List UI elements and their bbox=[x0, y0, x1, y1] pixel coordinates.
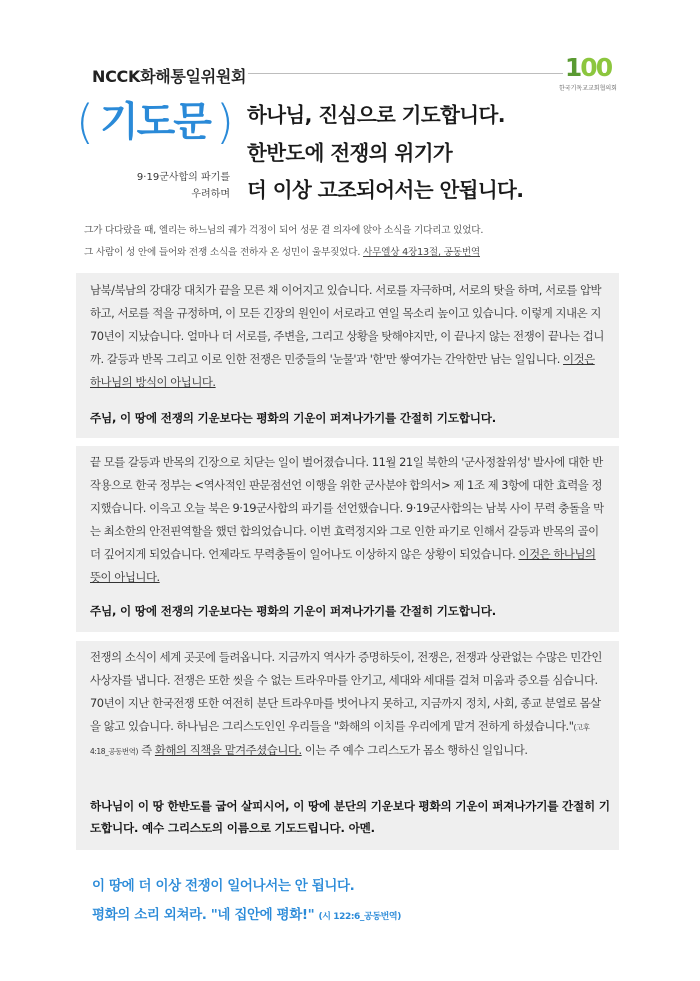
logo-caption: 한국기독교교회협의회 bbox=[559, 85, 617, 92]
scripture-reference: 사무엘상 4장13절, 공동번역 bbox=[363, 247, 480, 258]
section-underline: 화해의 직책을 맡겨주셨습니다. bbox=[154, 743, 302, 757]
headline-line3: 더 이상 고조되어서는 안됩니다. bbox=[247, 178, 524, 202]
logo-number: 100 bbox=[564, 53, 612, 82]
prayer-section-1 bbox=[76, 273, 619, 438]
section-emphasis: 주님, 이 땅에 전쟁의 기운보다는 평화의 기운이 퍼져나가기를 간절히 기도합니다. bbox=[90, 604, 496, 618]
scripture-line1: 그가 다다랐을 때, 엘리는 하느님의 궤가 걱정이 되어 성문 곁 의자에 앉아 소식을 기다리고 있었다. bbox=[84, 225, 484, 236]
headline-line1: 하나님, 진심으로 기도합니다. bbox=[247, 103, 505, 127]
title-subtitle-line2: 우려하며 bbox=[191, 189, 230, 200]
closing-line1: 이 땅에 더 이상 전쟁이 일어나서는 안 됩니다. bbox=[92, 878, 355, 894]
section-emphasis: 하나님이 이 땅 한반도를 굽어 살피시어, 이 땅에 분단의 기운보다 평화의 기운이 퍼져나가기를 간절히 기도합니다. 예수 그리스도의 이름으로 기도드립니다. 아멘. bbox=[90, 799, 610, 835]
section-body: 끝 모를 갈등과 반목의 긴장으로 치닫는 일이 벌어졌습니다. 11월 21일 북한의 '군사정찰위성' 발사에 대한 반작용으로 한국 정부는 <역사적인 판문점선언 이행을 위한 군사분야 합의서> 제 1조 제 3항에 대한 효력을 정지했습니다. 이윽고 오늘 북은 9·19군사합의 파기를 선언했습니다. 9·19군사합의는 남북 사이 무력 충돌을 막는 최소한의 안전핀역할을 했던 합의었습니다. 이번 효력정지와 그로 인한 파기로 인해서 갈등과 반목의 골이 더 깊어지게 되었습니다. 언제라도 무력충돌이 일어나도 이상하지 않은 상황이 되었습니다. 이것은 하나님의 뜻이 아닙니다. bbox=[90, 455, 604, 584]
section-underline: 이것은 하나님의 방식이 아닙니다. bbox=[90, 352, 595, 389]
org-name: NCCK화해통일위원회 bbox=[92, 67, 247, 86]
closing-line2: 평화의 소리 외쳐라. "네 집안에 평화!" (시 122:6_공동번역) bbox=[92, 907, 401, 923]
title-subtitle-line1: 9·19군사합의 파기를 bbox=[136, 172, 230, 183]
close-paren: ) bbox=[216, 95, 234, 149]
prayer-title: 기도문 bbox=[100, 99, 210, 145]
headline-line2: 한반도에 전쟁의 위기가 bbox=[247, 141, 453, 165]
section-underline: 이것은 하나님의 뜻이 아닙니다. bbox=[90, 547, 596, 584]
closing-reference: (시 122:6_공동번역) bbox=[318, 912, 401, 922]
section-body: 전쟁의 소식이 세계 곳곳에 들려옵니다. 지금까지 역사가 증명하듯이, 전쟁은, 전쟁과 상관없는 수많은 민간인 사상자를 냅니다. 전쟁은 또한 씻을 수 없는 트라우마를 안기고, 세대와 세대를 걸쳐 미움과 증오를 심습니다. 70년이 지난 한국전쟁 또한 여전히 분단 트라우마를 벗어나지 못하고, 지금까지 정치, 사회, 종교 분열로 몸살을 앓고 있습니다. 하나님은 그리스도인인 우리들을 "화해의 이치를 우리에게 맡겨 전하게 하셨습니다."(고후4:18_공동번역) 즉 화해의 직책을 맡겨주셨습니다. 이는 주 예수 그리스도가 몸소 행하신 일입니다. bbox=[90, 650, 602, 757]
open-paren: ( bbox=[76, 95, 94, 149]
ncck-100-logo bbox=[559, 54, 617, 94]
header-rule bbox=[248, 73, 563, 74]
section-body: 남북/북남의 강대강 대치가 끝을 모른 채 이어지고 있습니다. 서로를 자극하며, 서로의 탓을 하며, 서로를 압박하고, 서로를 적을 규정하며, 이 모든 긴장의 원인이 서로라고 연일 목소리 높이고 있습니다. 이렇게 지내온 지 70년이 지났습니다. 얼마나 더 서로를, 주변을, 그리고 상황을 탓해야지만, 이 끝나지 않는 전쟁이 끝나는 겁니까. 갈등과 반목 그리고 이로 인한 전쟁은 민중들의 '눈물'과 '한'만 쌓여가는 간악한만 남는 일입니다. 이것은 하나님의 방식이 아닙니다. bbox=[90, 283, 604, 389]
scripture-line2: 그 사람이 성 안에 들어와 전쟁 소식을 전하자 온 성민이 울부짖었다. 사무엘상 4장13절, 공동번역 bbox=[84, 247, 480, 258]
section-emphasis: 주님, 이 땅에 전쟁의 기운보다는 평화의 기운이 퍼져나가기를 간절히 기도합니다. bbox=[90, 411, 496, 425]
prayer-section-2 bbox=[76, 446, 619, 632]
bible-citation: (고후4:18_공동번역) bbox=[90, 723, 590, 756]
prayer-section-3 bbox=[76, 641, 619, 850]
